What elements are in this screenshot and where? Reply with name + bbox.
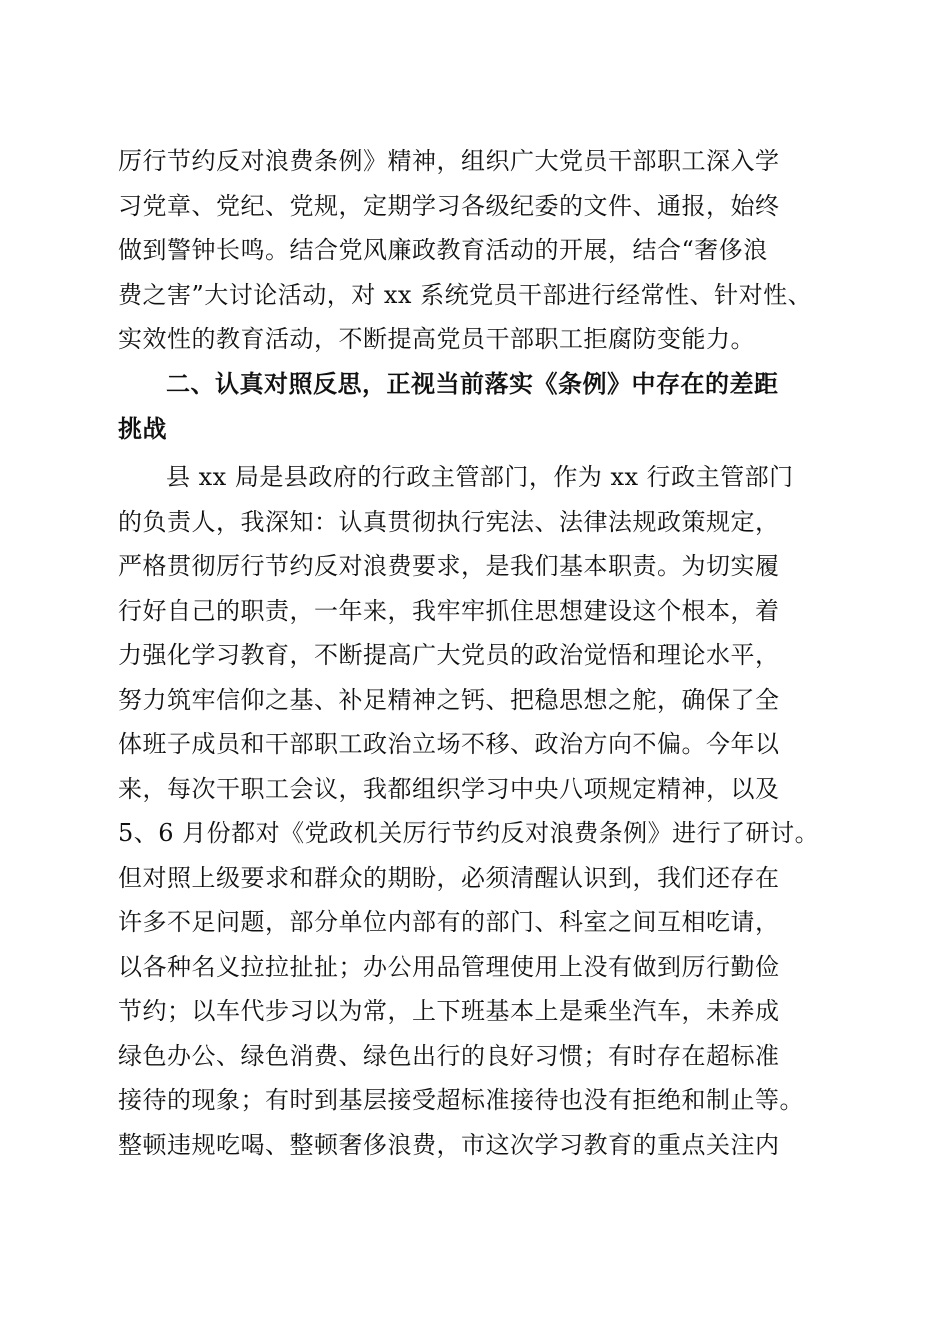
paragraph-line: 力强化学习教育，不断提高广大党员的政治觉悟和理论水平， [118,641,780,669]
paragraph-line: 努力筑牢信仰之基、补足精神之钙、把稳思想之舵，确保了全 [118,685,780,714]
paragraph-line: 厉行节约反对浪费条例》精神，组织广大党员干部职工深入学 [118,147,780,175]
paragraph-line: 的负责人，我深知：认真贯彻执行宪法、法律法规政策规定， [118,507,780,536]
section-heading [118,362,833,451]
paragraph-line: 节约；以车代步习以为常，上下班基本上是乘坐汽车，未养成 [118,997,780,1025]
paragraph-line: 但对照上级要求和群众的期盼，必须清醒认识到，我们还存在 [118,863,780,892]
paragraph-2 [118,455,833,1167]
paragraph-line: 县 xx 局是县政府的行政主管部门，作为 xx 行政主管部门 [166,463,794,491]
paragraph-line: 整顿违规吃喝、整顿奢侈浪费，市这次学习教育的重点关注内 [118,1130,780,1159]
paragraph-1 [118,139,833,362]
paragraph-line: 实效性的教育活动，不断提高党员干部职工拒腐防变能力。 [118,325,755,353]
heading-line: 二、认真对照反思，正视当前落实《条例》中存在的差距 [166,370,779,398]
paragraph-line: 行好自己的职责，一年来，我牢牢抓住思想建设这个根本，着 [118,596,780,625]
paragraph-line: 做到警钟长鸣。结合党风廉政教育活动的开展，结合“奢侈浪 [118,236,768,264]
paragraph-line: 绿色办公、绿色消费、绿色出行的良好习惯；有时存在超标准 [118,1041,780,1070]
paragraph-line: 5、6 月份都对《党政机关厉行节约反对浪费条例》进行了研讨。 [118,819,820,847]
paragraph-line: 严格贯彻厉行节约反对浪费要求，是我们基本职责。为切实履 [118,552,780,580]
paragraph-line: 以各种名义拉拉扯扯；办公用品管理使用上没有做到厉行勤俭 [118,952,780,981]
paragraph-line: 来，每次干职工会议，我都组织学习中央八项规定精神，以及 [118,774,780,803]
paragraph-line: 接待的现象；有时到基层接受超标准接待也没有拒绝和制止等。 [118,1086,804,1114]
paragraph-line: 体班子成员和干部职工政治立场不移、政治方向不偏。今年以 [118,730,780,758]
paragraph-line: 许多不足问题，部分单位内部有的部门、科室之间互相吃请， [118,908,780,936]
paragraph-line: 习党章、党纪、党规，定期学习各级纪委的文件、通报，始终 [118,191,780,220]
paragraph-line: 费之害”大讨论活动，对 xx 系统党员干部进行经常性、针对性、 [118,280,813,309]
heading-line: 挑战 [118,414,167,443]
